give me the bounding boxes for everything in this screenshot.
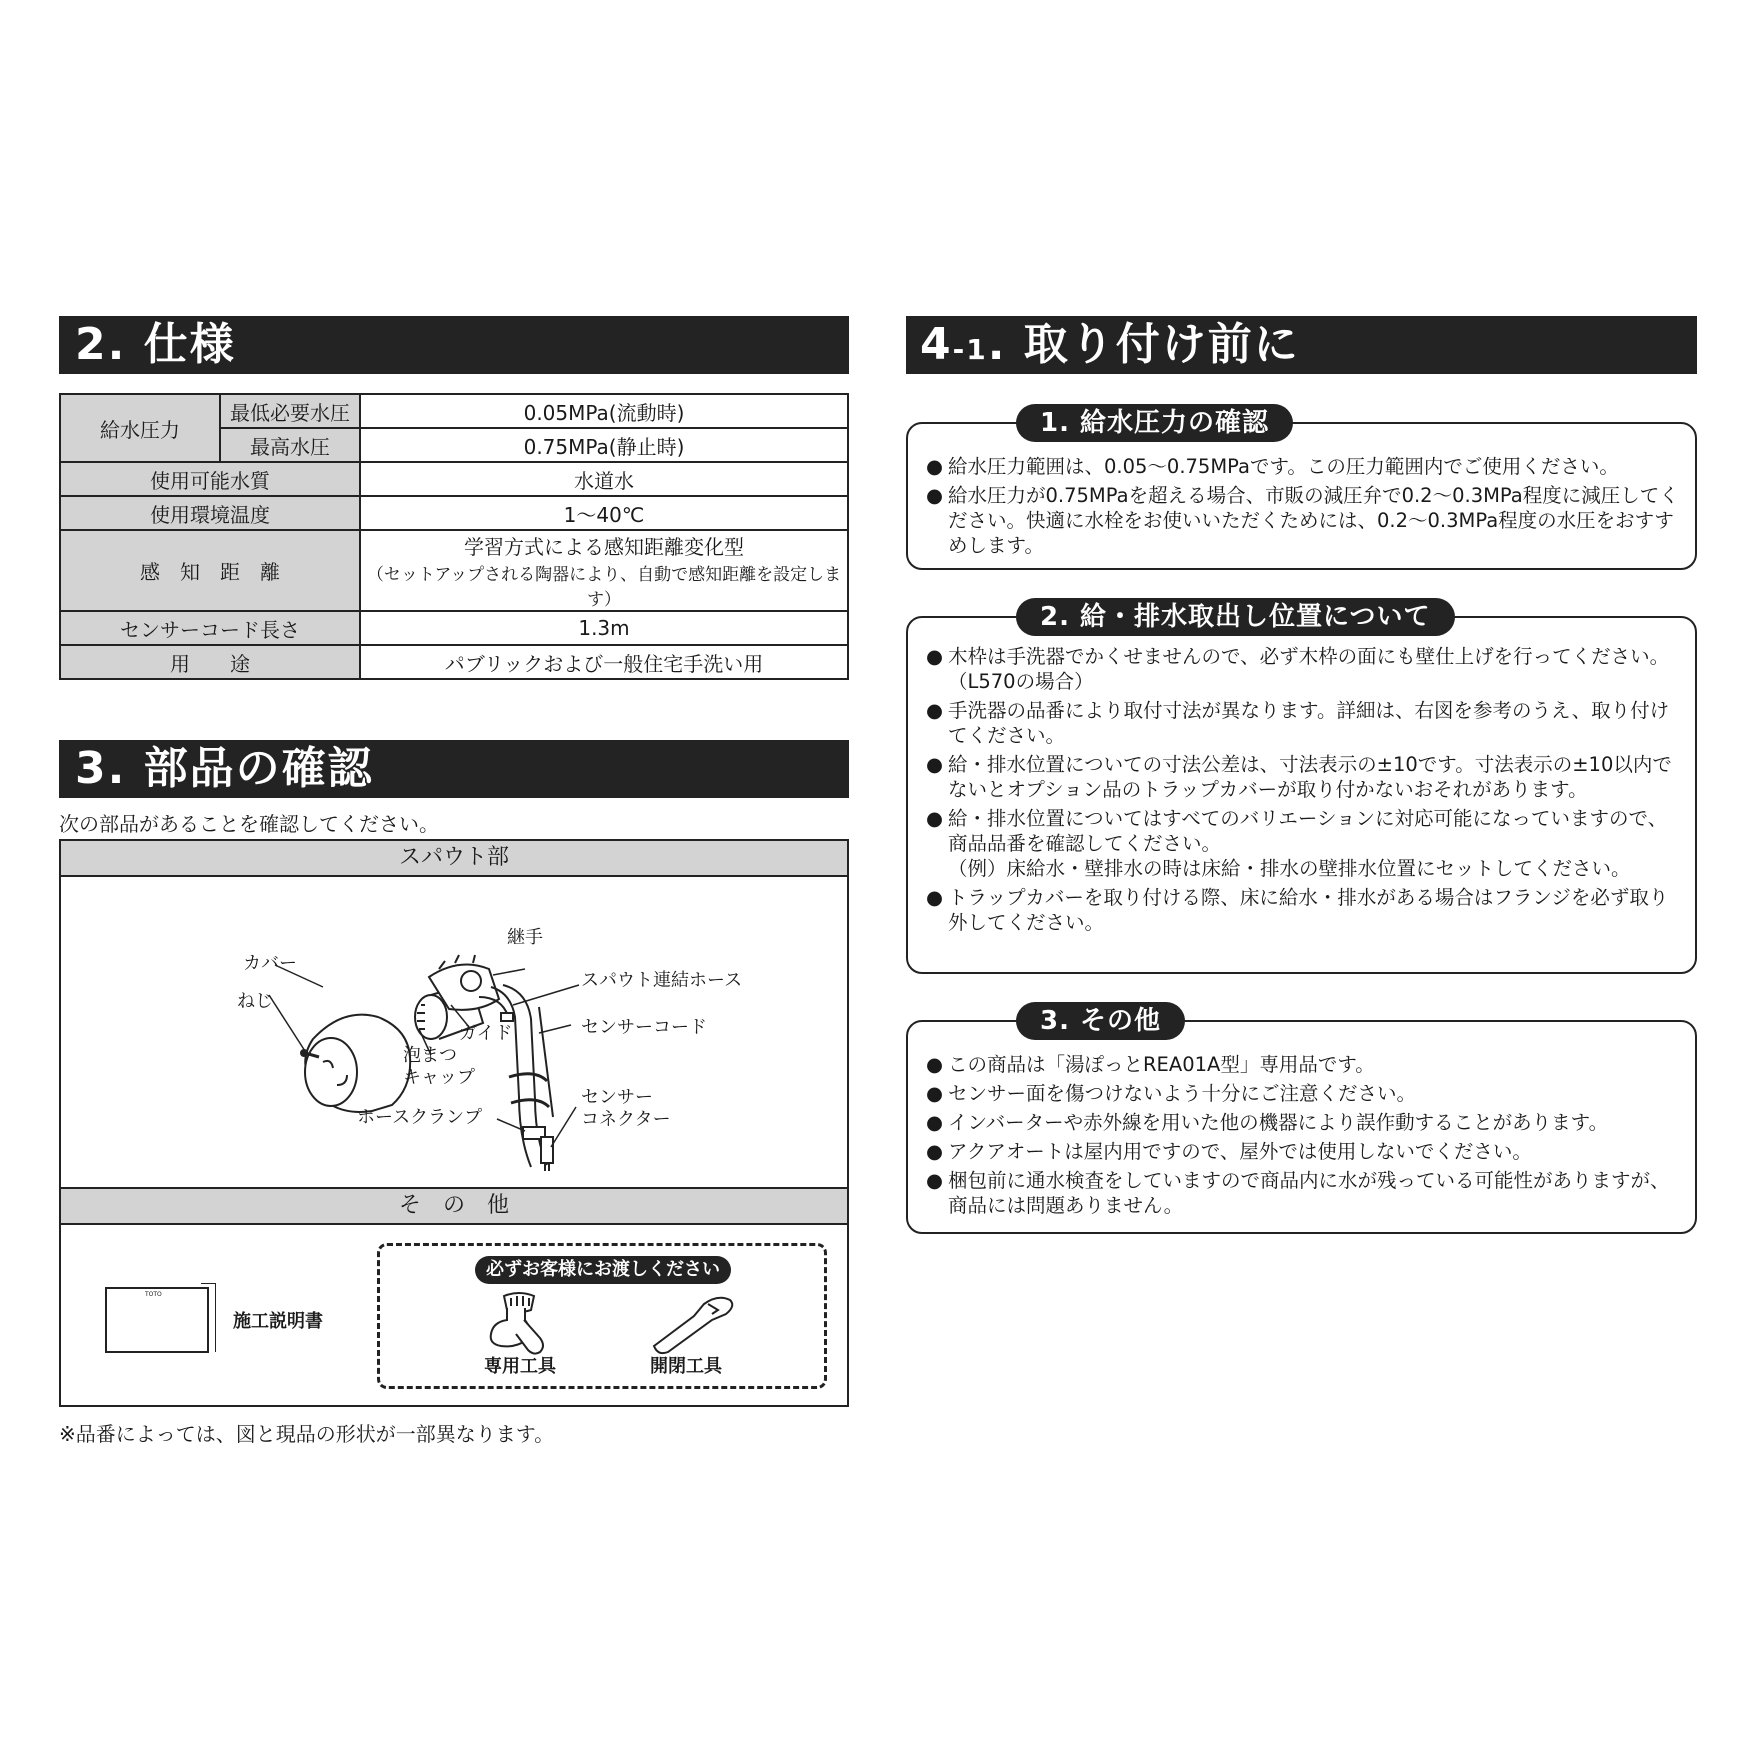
handover-box [377,1243,827,1389]
temperature-value: 1～40℃ [360,496,848,530]
before-install-title-sub: -1 [952,333,988,366]
callout-guide: ガイド [459,1023,513,1044]
manual-label: 施工説明書 [233,1311,323,1332]
opening-tool-label: 開閉工具 [650,1356,722,1377]
example-text: （例）床給水・壁排水の時は床給・排水の壁排水位置にセットしてください。 [948,857,1631,880]
manual-logo: TOTO [145,1291,162,1298]
supply-drain-badge: 2. 給・排水取出し位置について [1016,598,1455,636]
spec-section-title [59,316,849,374]
list-item: ● 給水圧力範囲は、0.05～0.75MPaです。この圧力範囲内でご使用ください。 [926,454,1681,479]
list-item [926,806,1681,881]
cord-length-label: センサーコード長さ [60,611,360,645]
spout-header: スパウト部 [61,841,847,877]
other-notes-badge: 3. その他 [1016,1002,1185,1040]
list-item: ● アクアオートは屋内用ですので、屋外では使用しないでください。 [926,1139,1681,1164]
supply-pressure-label: 給水圧力 [60,394,220,462]
list-item: ● 手洗器の品番により取付寸法が異なります。詳細は、右図を参考のうえ、取り付けてください。 [926,698,1681,748]
sensing-distance-line-2: （セットアップされる陶器により、自動で感知距離を設定します） [366,565,842,610]
cord-length-value: 1.3m [360,611,848,645]
min-pressure-label: 最低必要水圧 [220,394,360,428]
manual-document [105,1287,209,1353]
spec-title-text: 仕様 [143,319,236,370]
callout-foam-cap-1: 泡まつ [403,1045,457,1066]
callout-foam-cap-2: キャップ [403,1067,475,1088]
usage-label: 用 途 [60,645,360,679]
list-item: ● 給水圧力が0.75MPaを超える場合、市販の減圧弁で0.2～0.3MPa程度に減圧してください。快適に水栓をお使いいただくためには、0.2～0.3MPa程度の水圧をおすすめします。 [926,483,1681,558]
callout-joint: 継手 [507,927,543,948]
before-install-title-text: . 取り付け前に [987,319,1300,370]
parts-footnote: ※品番によっては、図と現品の形状が一部異なります。 [59,1422,555,1446]
table-row [60,462,848,496]
table-row [60,611,848,645]
callout-screw: ねじ [237,991,273,1012]
water-quality-value: 水道水 [360,462,848,496]
manual-page-edge [201,1283,216,1352]
sensing-distance-value [360,530,848,611]
callout-spout-hose: スパウト連結ホース [581,970,743,991]
spout-diagram [61,877,847,1187]
water-pressure-box [906,408,1697,570]
other-notes-box [906,1006,1697,1234]
water-quality-label: 使用可能水質 [60,462,360,496]
table-row [60,394,848,428]
callout-connector-2: コネクター [581,1109,671,1130]
spec-title-number: 2. [75,319,127,370]
table-row [60,530,848,611]
cover-part [305,1015,410,1112]
supply-drain-box [906,602,1697,974]
list-item: ● 梱包前に通水検査をしていますので商品内に水が残っている可能性がありますが、商品には問題ありません。 [926,1168,1681,1218]
parts-title-number: 3. [75,743,127,794]
opening-tool-icon [648,1290,738,1356]
callout-sensor-cord: センサーコード [581,1017,707,1038]
handover-label: 必ずお客様にお渡しください [475,1256,731,1284]
dedicated-tool-label: 専用工具 [484,1356,556,1377]
parts-box [59,839,849,1407]
before-install-title-number: 4 [920,319,953,370]
callout-cover: カバー [243,953,297,974]
table-row [60,496,848,530]
table-row [60,645,848,679]
parts-section-title [59,740,849,798]
sensing-distance-line-1: 学習方式による感知距離変化型 [464,535,744,559]
temperature-label: 使用環境温度 [60,496,360,530]
list-item: ● 木枠は手洗器でかくせませんので、必ず木枠の面にも壁仕上げを行ってください。（L570の場合） [926,644,1681,694]
list-item: ● この商品は「湯ぽっとREA01A型」専用品です。 [926,1052,1681,1077]
list-item: ● 給・排水位置についての寸法公差は、寸法表示の±10です。寸法表示の±10以内でないとオプション品のトラップカバーが取り付かないおそれがあります。 [926,752,1681,802]
max-pressure-label: 最高水圧 [220,428,360,462]
list-item: ● トラップカバーを取り付ける際、床に給水・排水がある場合はフランジを必ず取り外してください。 [926,885,1681,935]
callout-hose-clamp: ホースクランプ [357,1107,483,1128]
parts-title-text: 部品の確認 [143,743,374,794]
before-install-title [906,316,1697,374]
sensing-distance-label: 感 知 距 離 [60,530,360,611]
parts-lead-text: 次の部品があることを確認してください。 [59,812,439,836]
sensor-connector-part [541,1137,553,1171]
max-pressure-value: 0.75MPa(静止時) [360,428,848,462]
dedicated-tool-icon [484,1290,554,1356]
list-item-text: 給・排水位置についてはすべてのバリエーションに対応可能になっていますので、商品品番を確認してください。 [948,807,1668,855]
other-header: そ の 他 [61,1187,847,1225]
min-pressure-value: 0.05MPa(流動時) [360,394,848,428]
water-pressure-badge: 1. 給水圧力の確認 [1016,404,1293,442]
usage-value: パブリックおよび一般住宅手洗い用 [360,645,848,679]
spec-table [59,393,849,680]
list-item: ● インバーターや赤外線を用いた他の機器により誤作動することがあります。 [926,1110,1681,1135]
callout-connector-1: センサー [581,1087,653,1108]
list-item: ● センサー面を傷つけないよう十分にご注意ください。 [926,1081,1681,1106]
